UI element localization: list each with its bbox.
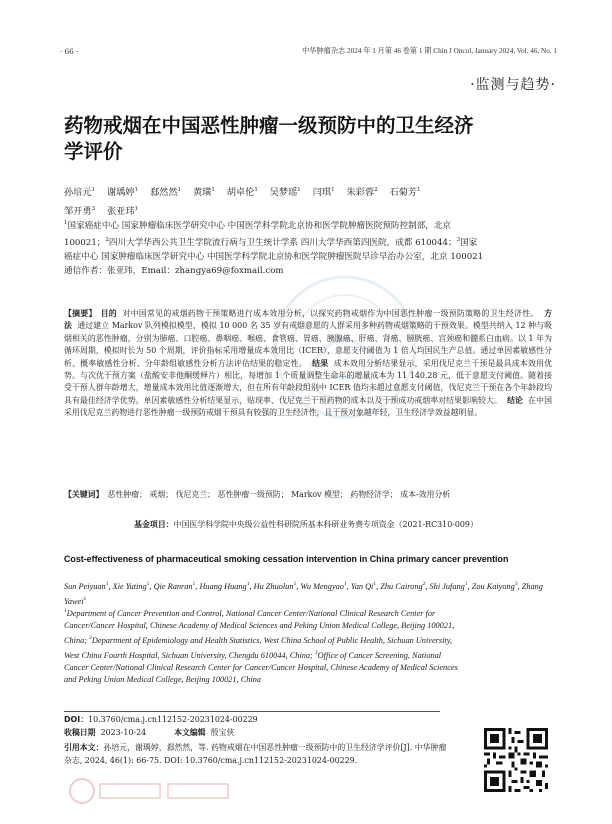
funding: [0, 519, 612, 530]
results-text: 成本效用分析结果显示，采用伐尼克兰干预是最具成本效用优势。与次优干预方案（盐酸安非他酮缓释片）相比，每增加 1 个质量调整生命年的增量成本为 11 140.28 元，低于意愿支付阈值。随着接受干预人群年龄增大，增量成本效用比值逐渐增大，但在所有年龄段组别中 ICER 值均未超过意愿支付阈值，伐尼克兰干预在各个年龄段均具有最佳经济学优势。单因素敏感性分析结果显示，贴现率、伐尼克兰干预药物的成本以及干预成功戒烟率对结果影响较大。: [64, 358, 552, 405]
author: 邹开勇$^3$: [64, 206, 96, 218]
author: 郄然然$^1$: [149, 187, 182, 199]
english-affiliations: $^1$Department of Cancer Prevention and Control, National Cancer Center/National Clinical Research Center for Cancer/Cancer Hospital, Chinese Academy of Medical Sciences and Peking Union Medical College, Beijing 100021, China; $^2$Department of Epidemiology and Health Statistics, West China School of Public Health, Sichuan University, West China Fourth Hospital, Sichuan University, Chengdu 610044, China; $^3$Office of Cancer Screening, National Cancer Center/National Clinical Research Center for Cancer/Cancer Hospital, Chinese Academy of Medical Sciences and Peking Union Medical College, Beijing 100021, China: [64, 608, 458, 685]
english-author-list: [64, 578, 552, 608]
author-list: [64, 182, 554, 220]
english-title: Cost-effectiveness of pharmaceutical smoking cessation intervention in China primary cancer prevention: [64, 554, 509, 564]
author: Hu Zhuolun$^1$,: [253, 581, 299, 591]
funding-label: 基金项目：: [134, 520, 174, 529]
author: Huang Huang$^1$,: [199, 581, 252, 591]
received-date: 2023-10-24: [100, 728, 147, 737]
citation: [64, 741, 454, 767]
author: 张亚玮$^1$: [106, 206, 139, 218]
publisher-watermark-logo: [68, 776, 238, 806]
journal-info: 中华肿瘤杂志 2024 年 1 月第 46 卷第 1 期 Chin J Oncol, January 2024, Vol. 46, No. 1: [302, 47, 557, 55]
methods-text: 通过建立 Markov 队列模拟模型，模拟 10 000 名 35 岁有戒烟意愿的人群采用多种药物戒烟策略的干预效果。模型共纳入 12 种与吸烟相关的恶性肿瘤，分别为肺癌、口腔癌、鼻咽癌、喉癌、食管癌、胃癌、胰腺癌、肝癌、肾癌、膀胱癌、宫颈癌和髓系白血病。以 1 年为循环周期，模拟时长为 50 个周期，评价指标采用增量成本效用比（ICER），意愿支付阈值为 1 倍人均国民生产总值。通过单因素敏感性分析、概率敏感性分析、分年龄组敏感性分析方法评估结果的稳定性。: [64, 321, 552, 368]
author: 孙培元$^1$: [64, 187, 96, 199]
author: Zou Kaiyong$^3$,: [471, 581, 520, 591]
author: 谢瑀婷$^1$: [106, 187, 139, 199]
author: Zhu Cairong$^2$,: [380, 581, 428, 591]
qr-code-icon: [484, 728, 548, 792]
objective-text: 对中国常见的戒烟药物干预策略进行成本效用分析，以探究药物戒烟作为中国恶性肿瘤一级预防策略的卫生经济性。: [122, 309, 539, 318]
objective-label: 目的: [100, 309, 117, 318]
conclusion-label: 结论: [507, 395, 523, 405]
author: Yan Qi$^1$,: [350, 581, 379, 591]
corresponding-author: 通信作者：张亚玮，Email：zhangya69@foxmail.com: [64, 266, 284, 277]
article-title: 药物戒烟在中国恶性肿瘤一级预防中的卫生经济学评价: [64, 114, 474, 163]
article-dates: [64, 727, 484, 738]
divider: [64, 711, 440, 712]
abstract: [64, 308, 552, 420]
abstract-label: 【摘要】: [64, 309, 97, 318]
keywords-label: 【关键词】: [64, 490, 104, 499]
author: Qie Ranran$^1$,: [153, 581, 198, 591]
author: 闫琪$^1$: [312, 187, 335, 199]
citation-label: 引用本文：: [64, 743, 104, 752]
column-label: ·监测与趋势·: [470, 77, 556, 93]
doi-label: DOI：: [64, 715, 89, 724]
author: 胡卓伦$^1$: [226, 187, 258, 199]
author: 石菊芳$^1$: [389, 187, 421, 199]
author: Wu Mengyao$^1$,: [300, 581, 349, 591]
author: 黄璜$^1$: [192, 187, 215, 199]
author: Shi Jufang$^1$,: [429, 581, 470, 591]
running-header: [60, 44, 557, 58]
affiliations: $^1$国家癌症中心 国家肿瘤临床医学研究中心 中国医学科学院北京协和医学院肿瘤医院预防控制部，北京 100021；$^2$四川大学华西公共卫生学院流行病与卫生统计学系 四川大学华西第四医院，成都 610044；$^3$国家癌症中心 国家肿瘤临床医学研究中心 中国医学科学院北京协和医学院肿瘤医院早诊早治办公室，北京 100021 通信作者：张亚玮，Email：zhangya69@foxmail.com: [64, 220, 484, 277]
author: Sun Peiyuan$^1$,: [64, 581, 111, 591]
received-label: 收稿日期: [64, 728, 96, 737]
author: Zhang Yawei$^1$: [64, 581, 543, 606]
page-number: · 66 ·: [60, 46, 79, 56]
author: Xie Yuting$^1$,: [112, 581, 152, 591]
citation-text: 孙培元，谢瑀婷，郄然然，等. 药物戒烟在中国恶性肿瘤一级预防中的卫生经济学评价[J]. 中华肿瘤杂志, 2024, 46(1): 66-75. DOI: 10.3760/cma.j.cn112152-20231024-00229.: [64, 743, 447, 765]
author: 吴梦瑶$^1$: [269, 187, 301, 199]
keywords: [64, 488, 552, 501]
keywords-text: 恶性肿瘤； 戒烟； 伐尼克兰； 恶性肿瘤一级预防； Markov 模型； 药物经济学； 成本-效用分析: [107, 490, 451, 499]
methods-label: 方法: [64, 309, 552, 331]
doi-value: 10.3760/cma.j.cn112152-20231024-00229: [88, 715, 258, 724]
editor-name: 殷宝侠: [210, 728, 235, 737]
editor-label: 本文编辑: [174, 728, 206, 737]
conclusion-text: 在中国采用伐尼克兰药物进行恶性肿瘤一级预防戒烟干预具有较强的卫生经济性，且干预对象越年轻，卫生经济学效益越明显。: [64, 395, 552, 418]
doi: [64, 714, 484, 726]
results-label: 结果: [312, 358, 329, 368]
author: 朱彩蓉$^2$: [346, 187, 378, 199]
funding-text: 中国医学科学院中央级公益性科研院所基本科研业务费专项资金（2021-RC310-009）: [173, 520, 478, 529]
